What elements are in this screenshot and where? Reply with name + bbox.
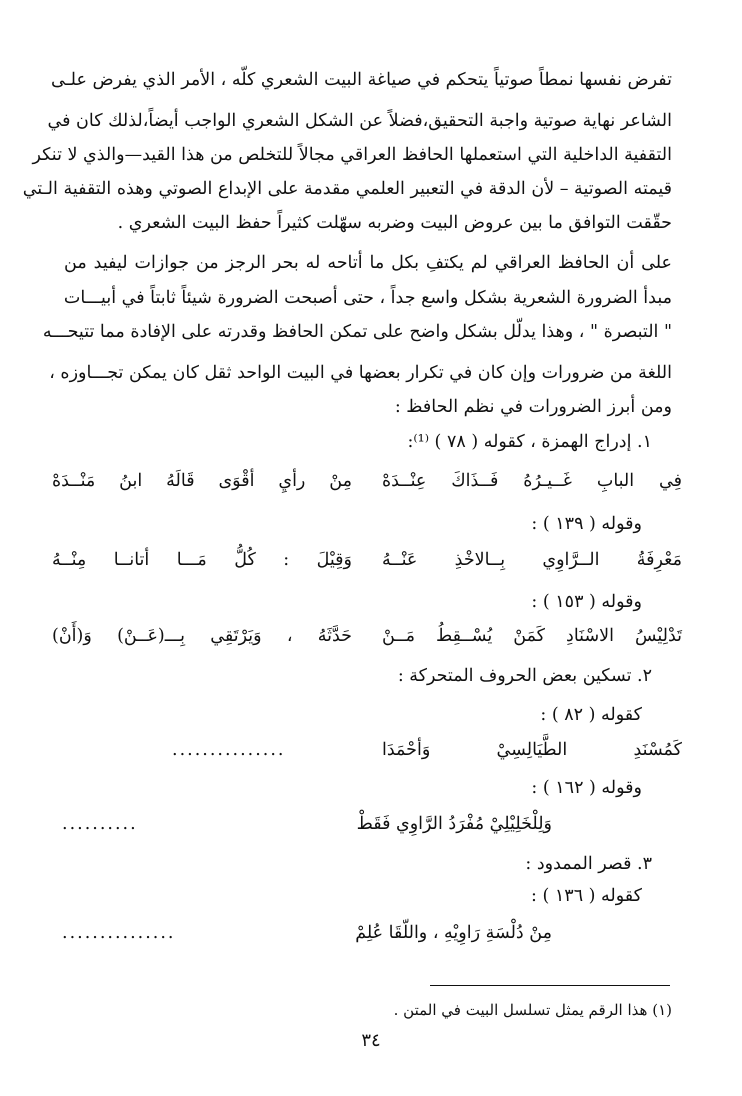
paragraph-line: " التبصرة " ، وهذا يدلّل بشكل واضح على تمكن الحافظ وقدرته على الإفادة مما تتيحـــه bbox=[42, 322, 672, 342]
verse-second-hemistich: مِنْ رأيِ أقْوَى قَالَهُ ابنُ مَنْــدَهْ bbox=[52, 471, 352, 491]
verse bbox=[52, 915, 682, 951]
verse-first-hemistich: تَدْلِيْسُ الاسْنَادِ كَمَنْ يُسْــقِطُ مَــنْ bbox=[382, 626, 682, 646]
page-number: ٣٤ bbox=[361, 1030, 381, 1051]
verse bbox=[52, 732, 682, 768]
citation-line: وقوله ( ١٥٣ ) : bbox=[531, 592, 642, 612]
paragraph-line: على أن الحافظ العراقي لم يكتفِ بكل ما أتاحه له بحر الرجز من جوازات ليفيد من bbox=[64, 253, 672, 273]
verse-first-hemistich: فِي البابِ غَــيـرُهُ فَــذَاكَ عِنْــدَهْ bbox=[382, 471, 682, 491]
item-heading: ٢. تسكين بعض الحروف المتحركة : bbox=[397, 666, 652, 686]
paragraph-line: قيمته الصوتية – لأن الدقة في التعبير العلمي مقدمة على الإبداع الصوتي وهذه التقفية الـتي bbox=[22, 179, 672, 199]
verse-first-hemistich: كَمُسْنَدِ الطَّيَالِسِيْ وَأحْمَدَا bbox=[382, 740, 682, 760]
verse-first-hemistich: مَعْرِفَةُ الــرَّاوِي بِــالاخْذِ عَنْــهُ bbox=[382, 550, 682, 570]
paragraph-line: تفرض نفسها نمطاً صوتياً يتحكم في صياغة البيت الشعري كلّه ، الأمر الذي يفرض علـى bbox=[50, 70, 672, 90]
verse bbox=[52, 463, 682, 499]
footnote-separator bbox=[430, 985, 670, 986]
citation-line: كقوله ( ١٣٦ ) : bbox=[531, 886, 642, 906]
verse-ellipsis: .......... bbox=[62, 814, 138, 834]
paragraph-line: مبدأ الضرورة الشعرية بشكل واسع جداً ، حتى أصبحت الضرورة شيئاً ثابتاً في أبيـــات bbox=[63, 288, 672, 308]
paragraph-line: حقّقت التوافق ما بين عروض البيت وضربه سهّلت كثيراً حفظ البيت الشعري . bbox=[117, 213, 672, 233]
verse bbox=[52, 806, 682, 842]
paragraph-line: الشاعر نهاية صوتية واجبة التحقيق،فضلاً عن الشكل الشعري الواجب أيضاً،لذلك كان في bbox=[47, 111, 672, 131]
paragraph-line: ومن أبرز الضرورات في نظم الحافظ : bbox=[394, 397, 672, 417]
verse-second-hemistich: وَقِيْلَ : كُلُّ مَـــا أتانــا مِنْــهُ bbox=[52, 550, 352, 570]
item-heading: ٣. قصر الممدود : bbox=[525, 854, 652, 874]
citation-line: وقوله ( ١٣٩ ) : bbox=[531, 514, 642, 534]
citation-line: وقوله ( ١٦٢ ) : bbox=[531, 778, 642, 798]
verse bbox=[52, 542, 682, 578]
item-heading: ١. إدراج الهمزة ، كقوله ( ٧٨ ) ⁽¹⁾: bbox=[407, 432, 652, 452]
verse-ellipsis: ............... bbox=[62, 923, 176, 943]
verse-second-hemistich: وَلِلْخَلِيْلِيْ مُفْرَدُ الرَّاوِي فَقَطْ bbox=[356, 814, 552, 834]
citation-line: كقوله ( ٨٢ ) : bbox=[540, 705, 642, 725]
verse bbox=[52, 618, 682, 654]
verse-second-hemistich: مِنْ دُلْسَةِ رَاوِيْهِ ، واللّقَا عُلِمْ bbox=[355, 923, 552, 943]
verse-ellipsis: ............... bbox=[172, 740, 286, 760]
verse-second-hemistich: حَدَّثَهُ ، وَيَرْتَقِي بِـــ(عَــنْ) وَ(أَنْ) bbox=[52, 626, 352, 646]
paragraph-line: التقفية الداخلية التي استعملها الحافظ العراقي مجالاً للتخلص من هذا القيد—والذي لا تنكر bbox=[32, 145, 672, 165]
paragraph-line: اللغة من ضرورات وإن كان في تكرار بعضها في البيت الواحد ثقل كان يمكن تجـــاوزه ، bbox=[49, 363, 672, 383]
footnote: (١) هذا الرقم يمثل تسلسل البيت في المتن . bbox=[393, 1001, 672, 1019]
